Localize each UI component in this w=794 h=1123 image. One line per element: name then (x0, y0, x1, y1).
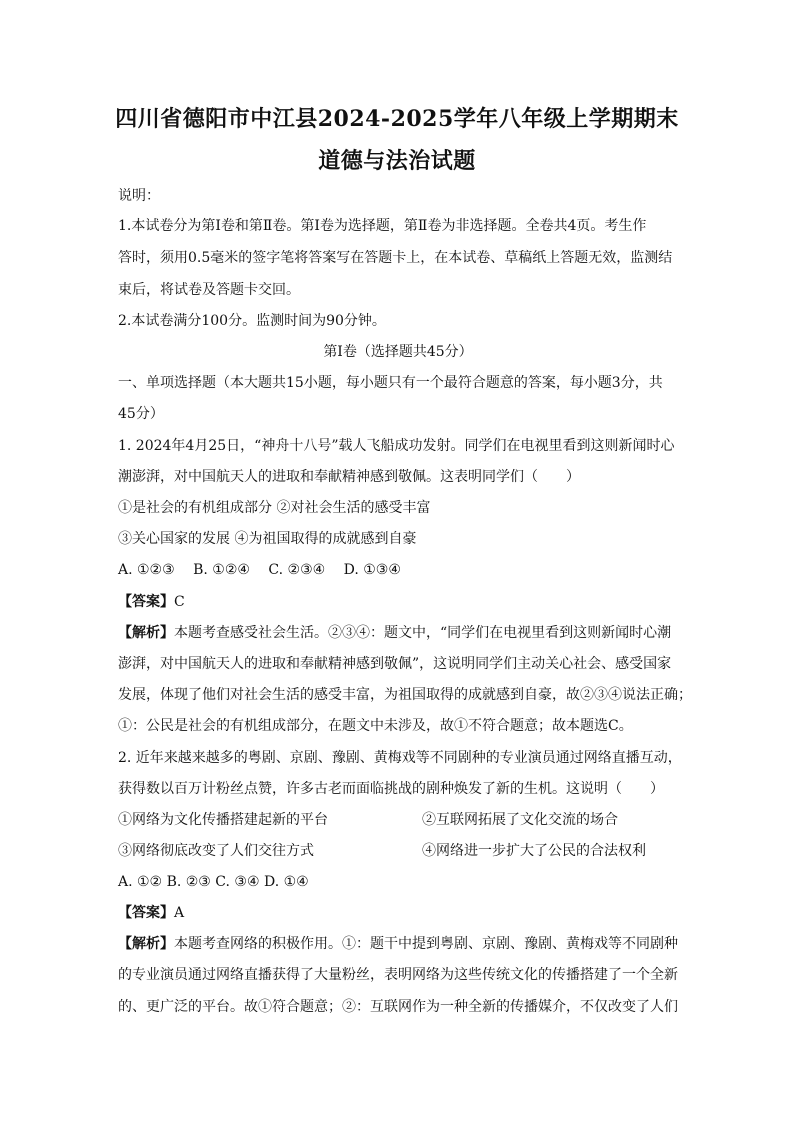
q1-stem-line1: 1. 2024年4月25日，“神舟十八号”载人飞船成功发射。同学们在电视里看到这则新闻时心 (118, 438, 675, 454)
analysis-label: 【解析】 (118, 936, 174, 952)
q2-stem-line1: 2. 近年来越来越多的粤剧、京剧、豫剧、黄梅戏等不同剧种的专业演员通过网络直播互动， (118, 750, 682, 766)
section-title: 第Ⅰ卷（选择题共45分） (323, 344, 473, 360)
q1-choices: A. ①②③ B. ①②④ C. ②③④ D. ①③④ (118, 562, 401, 578)
exam-title-line2: 道德与法治试题 (318, 148, 476, 174)
answer-value: C (174, 594, 185, 610)
exam-title-line1: 四川省德阳市中江县2024-2025学年八年级上学期期末 (115, 106, 679, 132)
q2-option-2: ②互联网拓展了文化交流的场合 (422, 812, 618, 828)
instructions-heading: 说明： (118, 188, 160, 204)
analysis-text: 本题考查感受社会生活。②③④：题文中，“同学们在电视里看到这则新闻时心潮 (174, 625, 672, 641)
q2-options-row2 (118, 841, 678, 861)
analysis-text: 本题考查网络的积极作用。①：题干中提到粤剧、京剧、豫剧、黄梅戏等不同剧种 (174, 936, 678, 952)
q1-analysis-line1 (118, 623, 678, 643)
q2-analysis-line3: 的、更广泛的平台。故①符合题意；②：互联网作为一种全新的传播媒介，不仅改变了人们 (118, 999, 678, 1015)
instruction-1-line2: 答时，须用0.5毫米的签字笔将答案写在答题卡上，在本试卷、草稿纸上答题无效，监测结 (118, 250, 673, 266)
answer-label: 【答案】 (118, 594, 174, 610)
q2-choices: A. ①② B. ②③ C. ③④ D. ①④ (118, 874, 309, 890)
analysis-label: 【解析】 (118, 625, 174, 641)
q2-option-3: ③网络彻底改变了人们交往方式 (118, 843, 314, 859)
q2-options-row1 (118, 810, 678, 830)
q2-option-4: ④网络进一步扩大了公民的合法权利 (422, 843, 646, 859)
answer-label: 【答案】 (118, 905, 174, 921)
part-heading-line1: 一、单项选择题（本大题共15小题，每小题只有一个最符合题意的答案，每小题3分，共 (118, 375, 663, 391)
part-heading-line2: 45分） (118, 406, 164, 422)
instruction-1-line3: 束后，将试卷及答题卡交回。 (118, 282, 300, 298)
q2-stem-line2: 获得数以百万计粉丝点赞，许多古老而面临挑战的剧种焕发了新的生机。这说明（ ） (118, 781, 664, 797)
q1-answer (118, 592, 678, 612)
q2-option-1: ①网络为文化传播搭建起新的平台 (118, 812, 328, 828)
q2-analysis-line2: 的专业演员通过网络直播获得了大量粉丝，表明网络为这些传统文化的传播搭建了一个全新 (118, 967, 678, 983)
instruction-2: 2.本试卷满分100分。监测时间为90分钟。 (118, 313, 386, 329)
q1-analysis-line4: ①：公民是社会的有机组成部分，在题文中未涉及，故①不符合题意；故本题选C。 (118, 718, 633, 734)
q1-analysis-line3: 发展，体现了他们对社会生活的感受丰富，为祖国取得的成就感到自豪，故②③④说法正确； (118, 687, 692, 703)
q1-stem-line2: 潮澎湃，对中国航天人的进取和奉献精神感到敬佩。这表明同学们（ ） (118, 469, 580, 485)
q2-analysis-line1 (118, 934, 678, 954)
q1-analysis-line2: 澎湃，对中国航天人的进取和奉献精神感到敬佩”，这说明同学们主动关心社会、感受国家 (118, 656, 672, 672)
q2-answer (118, 903, 678, 923)
q1-options-line1: ①是社会的有机组成部分 ②对社会生活的感受丰富 (118, 500, 431, 516)
instruction-1-line1: 1.本试卷分为第Ⅰ卷和第Ⅱ卷。第Ⅰ卷为选择题，第Ⅱ卷为非选择题。全卷共4页。考生作 (118, 218, 647, 234)
q1-options-line2: ③关心国家的发展 ④为祖国取得的成就感到自豪 (118, 531, 417, 547)
answer-value: A (174, 905, 185, 921)
